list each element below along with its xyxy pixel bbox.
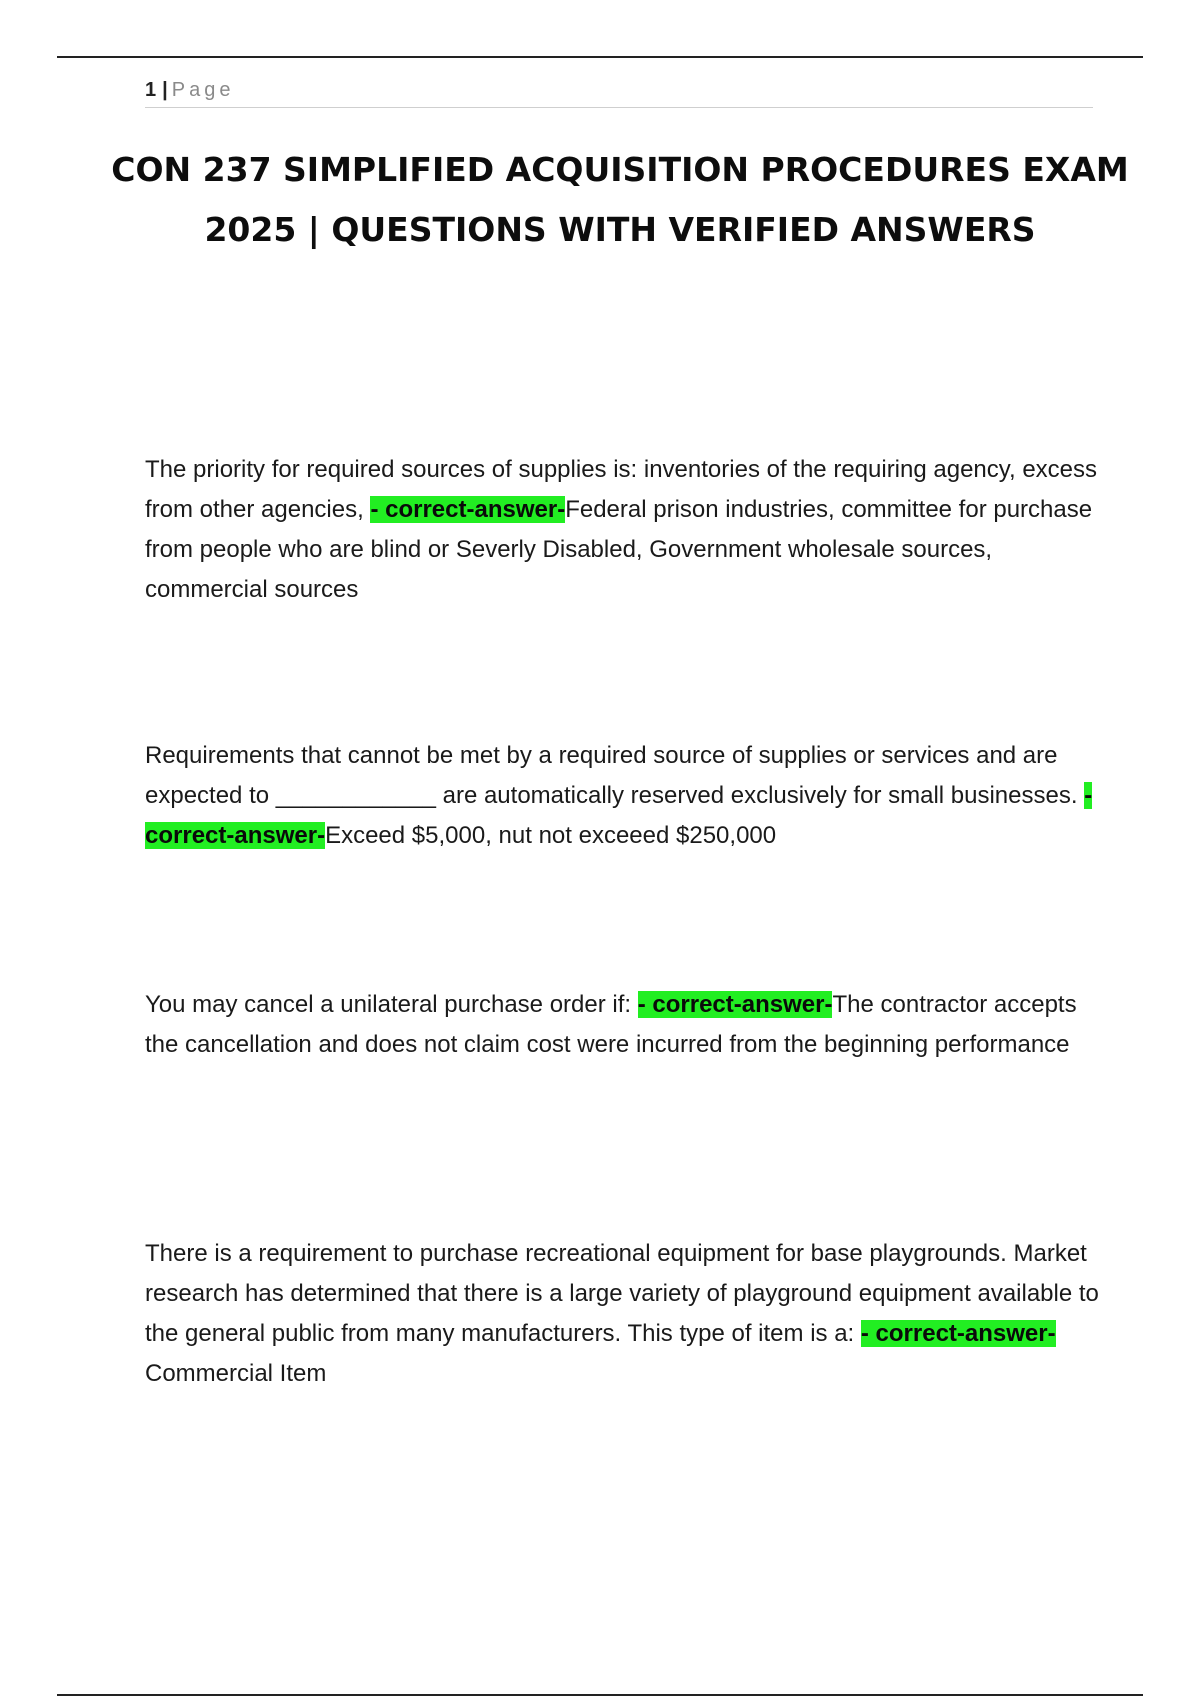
qa-item-3 (145, 985, 1105, 1065)
question-text: The priority for required sources of supplies is: inventories of the requiring agency, excess from other agencies, (145, 456, 1098, 523)
header-rule (145, 107, 1093, 108)
question-text: There is a requirement to purchase recreational equipment for base playgrounds. Market research has determined that there is a large variety of playground equipment available to the general public from many manufacturers. This type of item is a: (145, 1240, 1099, 1347)
answer-marker: - correct-answer- (370, 496, 566, 523)
qa-item-1 (145, 450, 1105, 610)
page-label: Page (171, 79, 235, 101)
answer-marker: - correct-answer- (637, 991, 833, 1018)
page-number: 1 (145, 79, 159, 101)
page-bottom-rule (57, 1694, 1143, 1696)
page-header (145, 76, 234, 104)
answer-text: The contractor accepts the cancellation and does not claim cost were incurred from the beginning performance (145, 991, 1077, 1058)
qa-item-4 (145, 1234, 1105, 1394)
qa-item-2 (145, 736, 1105, 856)
answer-marker: - correct-answer- (860, 1320, 1056, 1347)
document-title: CON 237 SIMPLIFIED ACQUISITION PROCEDURES EXAM 2025 | QUESTIONS WITH VERIFIED ANSWERS (111, 150, 1129, 249)
page-top-rule (57, 56, 1143, 58)
answer-text: Commercial Item (145, 1360, 327, 1387)
question-text: You may cancel a unilateral purchase order if: (145, 991, 638, 1018)
page-header-separator: | (162, 79, 168, 101)
answer-marker: - correct-answer- (145, 782, 1093, 849)
answer-text: Exceed $5,000, nut not exceeed $250,000 (325, 822, 777, 849)
answer-text: Federal prison industries, committee for purchase from people who are blind or Severly Disabled, Government wholesale sources, commercial sources (145, 496, 1093, 603)
question-text: Requirements that cannot be met by a required source of supplies or services and are expected to ____________ are automatically reserved exclusively for small businesses. (145, 742, 1085, 809)
